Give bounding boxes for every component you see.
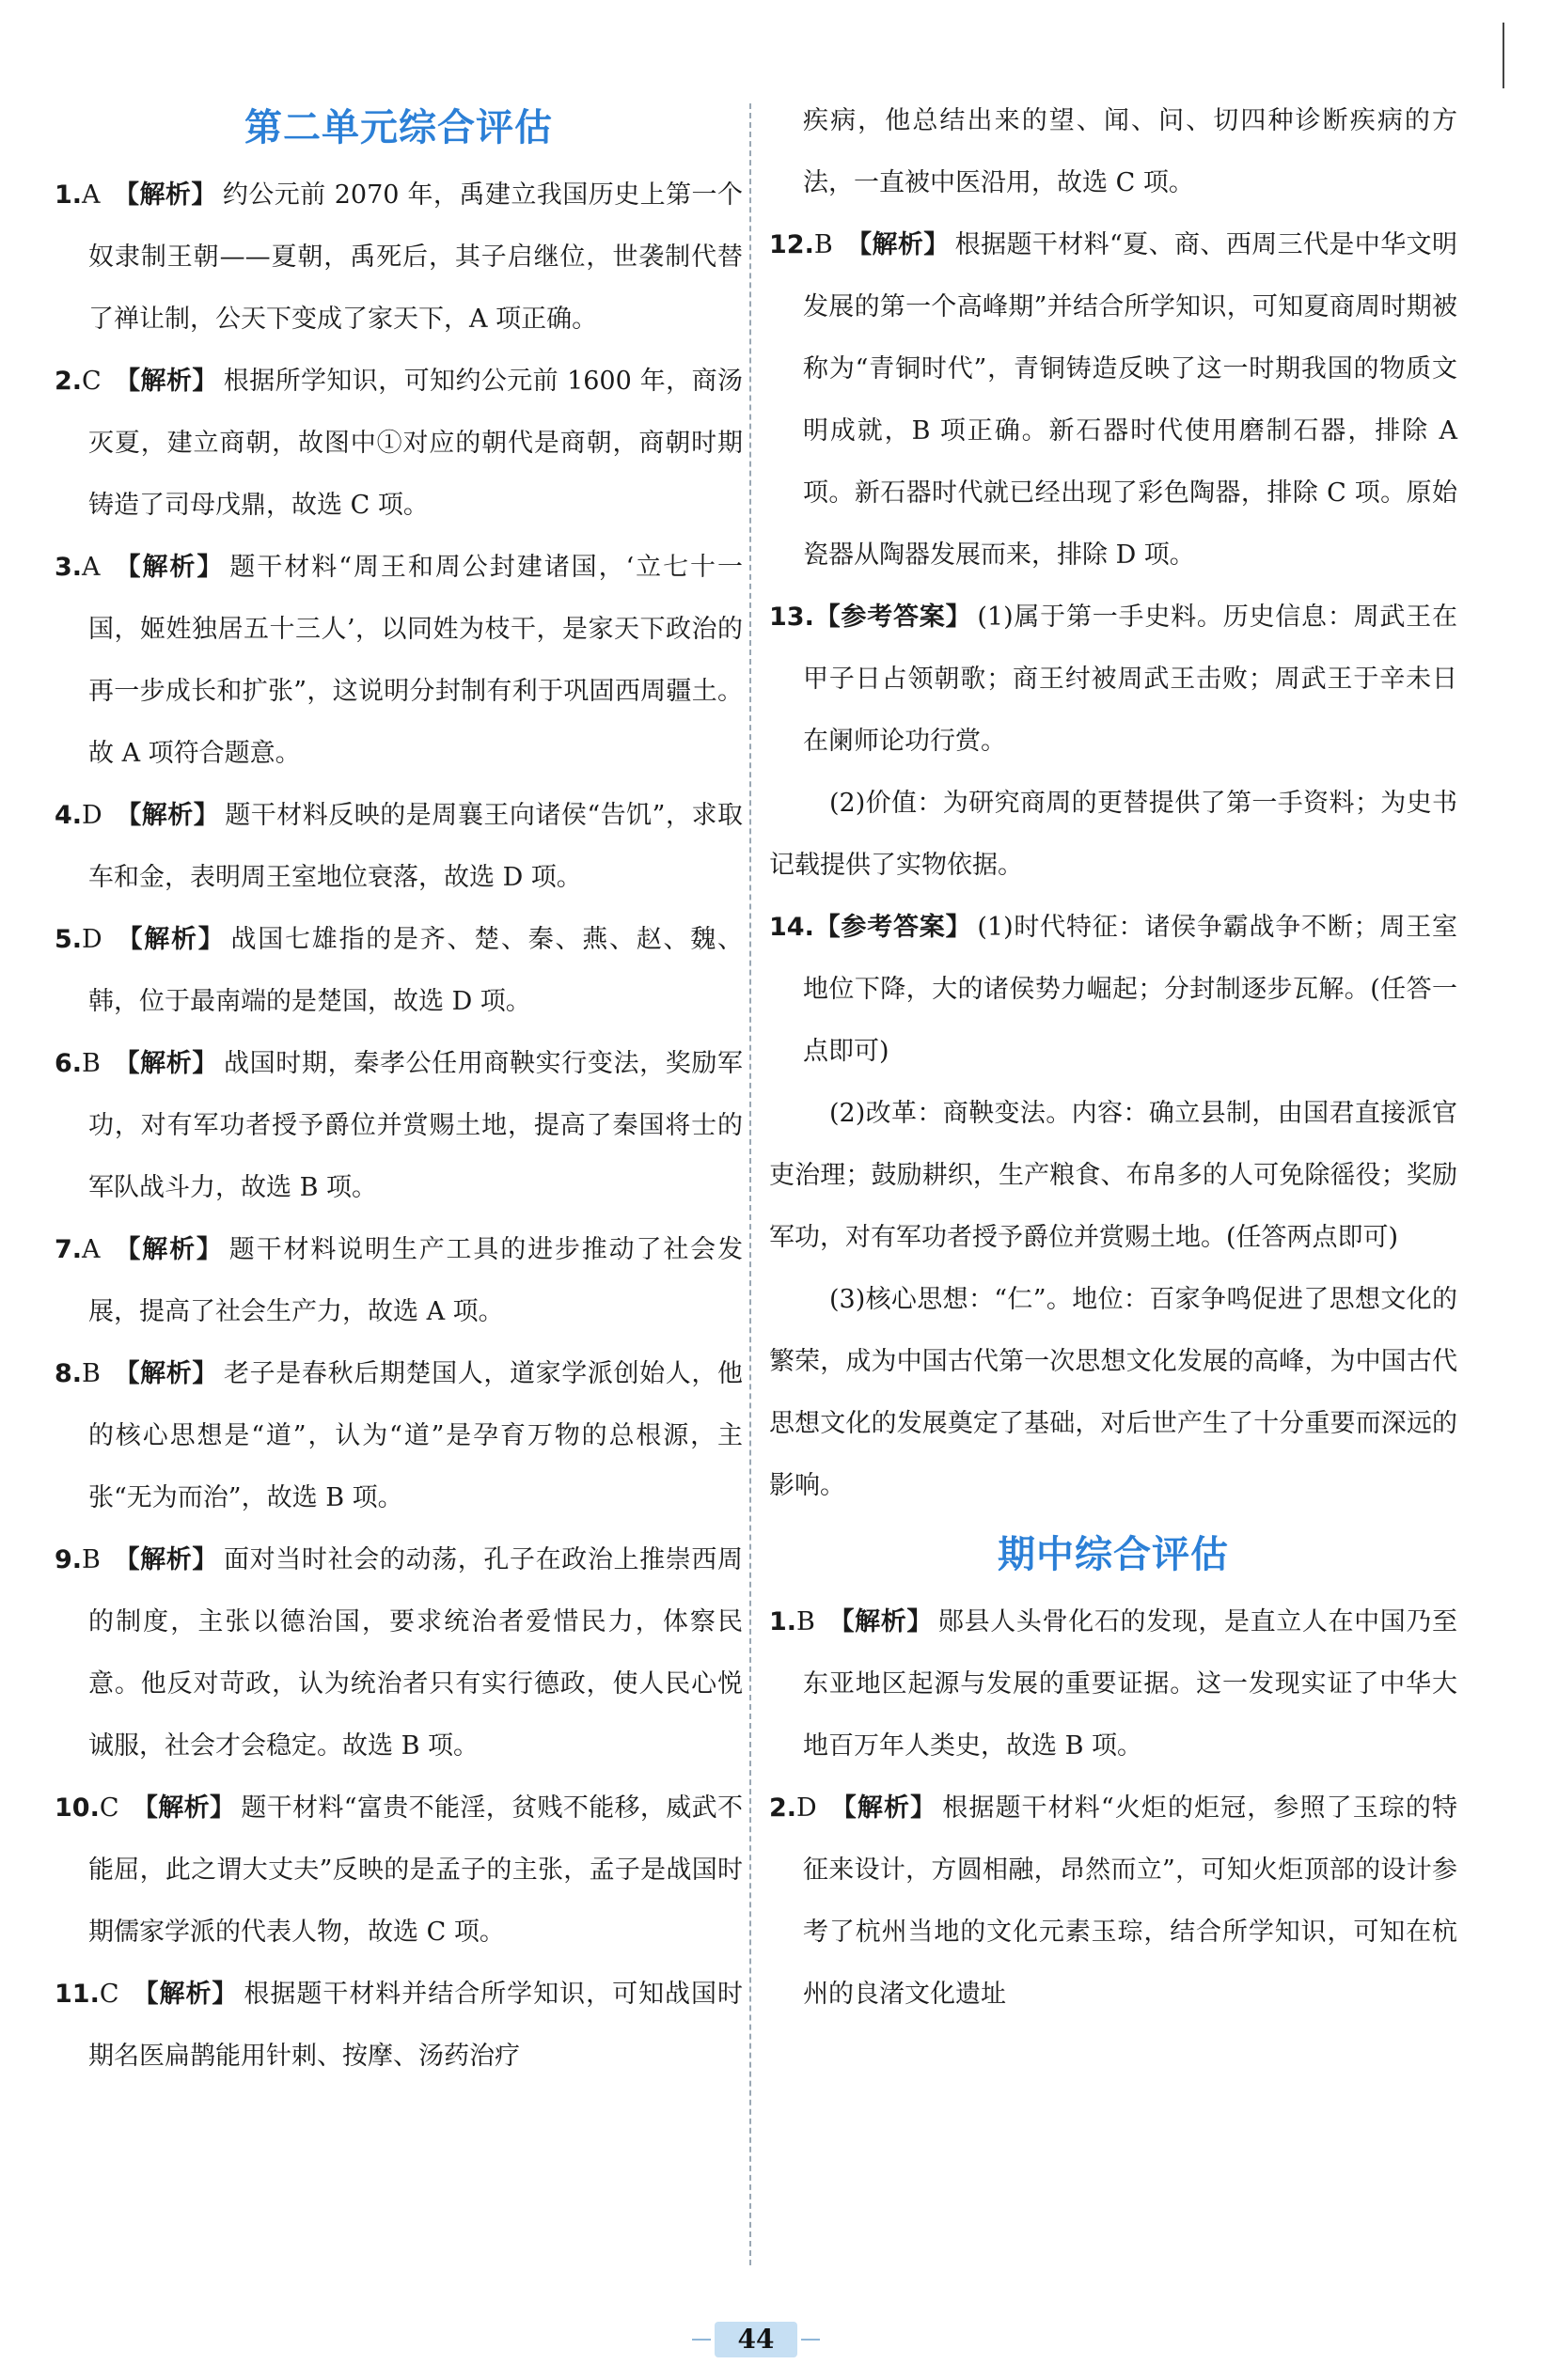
item-tag: 【参考答案】 [813,603,972,632]
item-answer: C [82,367,102,396]
item-number: 14. [769,913,814,942]
item-answer: C [99,1980,119,2009]
item-text: 根据题干材料“火炬的炬冠，参照了玉琮的特征来设计，方圆相融，昂然而立”，可知火炬顶部的设计参考了杭州当地的文化元素玉琮，结合所学知识，可知在杭州的良渚文化遗址 [803,1793,1458,2009]
item-answer: B [82,1049,101,1078]
answer-item [55,785,743,909]
item-sub-paragraph: (2)改革：商鞅变法。内容：确立县制，由国君直接派官吏治理；鼓励耕织，生产粮食、布帛多的人可免除徭役；奖励军功，对有军功者授予爵位并赏赐土地。(任答两点即可) [769,1099,1457,1252]
item-number: 5. [55,925,83,954]
item-number: 9. [55,1545,83,1574]
midterm-answer-list [769,1591,1457,2026]
item-number: 4. [55,801,83,830]
answer-item [55,1219,743,1343]
item-tag: 【解析】 [113,1359,219,1388]
answer-item [769,1591,1457,1777]
item-tag: 【参考答案】 [813,913,972,942]
item-answer: D [82,801,102,830]
answer-item [769,214,1457,587]
item-number: 1. [769,1607,797,1636]
item-number: 11. [55,1980,100,2009]
answer-item [55,1777,743,1964]
item-answer: A [82,1235,101,1264]
item-answer: B [82,1545,101,1574]
answer-item [55,1964,743,2088]
left-answer-list [55,164,743,2088]
item-text: 老子是春秋后期楚国人，道家学派创始人，他的核心思想是“道”，认为“道”是孕育万物的总根源，主张“无为而治”，故选 B 项。 [88,1359,744,1512]
item-tag: 【解析】 [113,1235,224,1264]
answer-item [55,164,743,351]
item-text: 题干材料“富贵不能淫，贫贱不能移，威武不能屈，此之谓大丈夫”反映的是孟子的主张，孟子是战国时期儒家学派的代表人物，故选 C 项。 [88,1793,743,1947]
item-number: 7. [55,1235,83,1264]
edge-mark [1503,23,1504,88]
right-column [769,90,1457,2277]
item-sub-paragraph: (3)核心思想：“仁”。地位：百家争鸣促进了思想文化的繁荣，成为中国古代第一次思想文化发展的高峰，为中国古代思想文化的发展奠定了基础，对后世产生了十分重要而深远的影响。 [769,1285,1457,1500]
item-text: (1)属于第一手史料。历史信息：周武王在甲子日占领朝歌；商王纣被周武王击败；周武王于辛未日在阑师论功行赏。 [803,603,1457,756]
item-number: 10. [55,1793,100,1823]
answer-item [55,1529,743,1777]
item-tag: 【解析】 [113,1049,219,1078]
q11-continuation: 疾病，他总结出来的望、闻、问、切四种诊断疾病的方法，一直被中医沿用，故选 C 项。 [803,106,1457,197]
item-text: 根据题干材料并结合所学知识，可知战国时期名医扁鹊能用针刺、按摩、汤药治疗 [88,1980,744,2071]
answer-item [55,909,743,1033]
item-tag: 【解析】 [132,1793,236,1823]
item-number: 6. [55,1049,83,1078]
item-number: 8. [55,1359,83,1388]
section-title-midterm: 期中综合评估 [998,1533,1229,1576]
item-text: 根据所学知识，可知约公元前 1600 年，商汤灭夏，建立商朝，故图中①对应的朝代是商朝，商朝时期铸造了司母戊鼎，故选 C 项。 [88,367,743,520]
item-tag: 【解析】 [132,1980,239,2009]
item-tag: 【解析】 [845,230,950,259]
item-tag: 【解析】 [113,1545,219,1574]
item-text: (1)时代特征：诸侯争霸战争不断；周王室地位下降，大的诸侯势力崛起；分封制逐步瓦解。(任答一点即可) [803,913,1457,1066]
answer-item [55,1033,743,1219]
item-text: 战国七雄指的是齐、楚、秦、燕、赵、魏、韩，位于最南端的是楚国，故选 D 项。 [88,925,744,1016]
item-text: 题干材料反映的是周襄王向诸侯“告饥”，求取车和金，表明周王室地位衰落，故选 D 项。 [88,801,744,892]
item-text: 郧县人头骨化石的发现，是直立人在中国乃至东亚地区起源与发展的重要证据。这一发现实证了中华大地百万年人类史，故选 B 项。 [803,1607,1458,1761]
item-number: 12. [769,230,814,259]
item-answer: A [82,180,101,210]
item-number: 2. [769,1793,797,1823]
item-number: 1. [55,180,83,210]
item-answer: B [813,230,833,259]
item-text: 约公元前 2070 年，禹建立我国历史上第一个奴隶制王朝——夏朝，禹死后，其子启继位，世袭制代替了禅让制，公天下变成了家天下，A 项正确。 [88,180,743,334]
item-answer: B [82,1359,101,1388]
item-tag: 【解析】 [827,1607,934,1636]
answer-item [769,1777,1457,2026]
answer-item [55,1343,743,1529]
right-answer-list [769,214,1457,587]
item-answer: D [82,925,102,954]
left-column [55,90,743,2277]
item-tag: 【解析】 [113,180,217,210]
item-tag: 【解析】 [114,367,218,396]
item-text: 战国时期，秦孝公任用商鞅实行变法，奖励军功，对有军功者授予爵位并赏赐土地，提高了秦国将士的军队战斗力，故选 B 项。 [88,1049,744,1202]
answer-item [55,351,743,537]
item-text: 题干材料说明生产工具的进步推动了社会发展，提高了社会生产力，故选 A 项。 [88,1235,744,1326]
item-answer: C [99,1793,119,1823]
item-text: 题干材料“周王和周公封建诸国，‘立七十一国，姬姓独居五十三人’，以同姓为枝干，是家天下政治的再一步成长和扩张”，这说明分封制有利于巩固西周疆土。故 A 项符合题意。 [88,553,744,768]
item-tag: 【解析】 [115,925,226,954]
page-number: 44 [715,2322,797,2357]
answer-item-14 [769,897,1457,1517]
item-answer: A [82,553,101,582]
item-tag: 【解析】 [829,1793,937,1823]
item-text: 面对当时社会的动荡，孔子在政治上推崇西周的制度，主张以德治国，要求统治者爱惜民力，体察民意。他反对苛政，认为统治者只有实行德政，使人民心悦诚服，社会才会稳定。故选 B 项。 [88,1545,744,1761]
item-answer: B [796,1607,815,1636]
item-answer: D [796,1793,817,1823]
answer-item [55,537,743,785]
item-number: 13. [769,603,814,632]
item-text: 根据题干材料“夏、商、西周三代是中华文明发展的第一个高峰期”并结合所学知识，可知夏商周时期被称为“青铜时代”，青铜铸造反映了这一时期我国的物质文明成就，B 项正确。新石器时代使用磨制石器，排除 A 项。新石器时代就已经出现了彩色陶器，排除 C 项。原始瓷器从陶器发展而来，排除 D 项。 [803,230,1457,570]
item-number: 2. [55,367,83,396]
item-tag: 【解析】 [115,801,220,830]
answer-item-13 [769,587,1457,897]
section-title-unit2: 第二单元综合评估 [244,106,553,149]
item-tag: 【解析】 [113,553,225,582]
column-divider [749,103,751,2265]
item-sub-paragraph: (2)价值：为研究商周的更替提供了第一手资料；为史书记载提供了实物依据。 [769,789,1457,880]
item-number: 3. [55,553,83,582]
